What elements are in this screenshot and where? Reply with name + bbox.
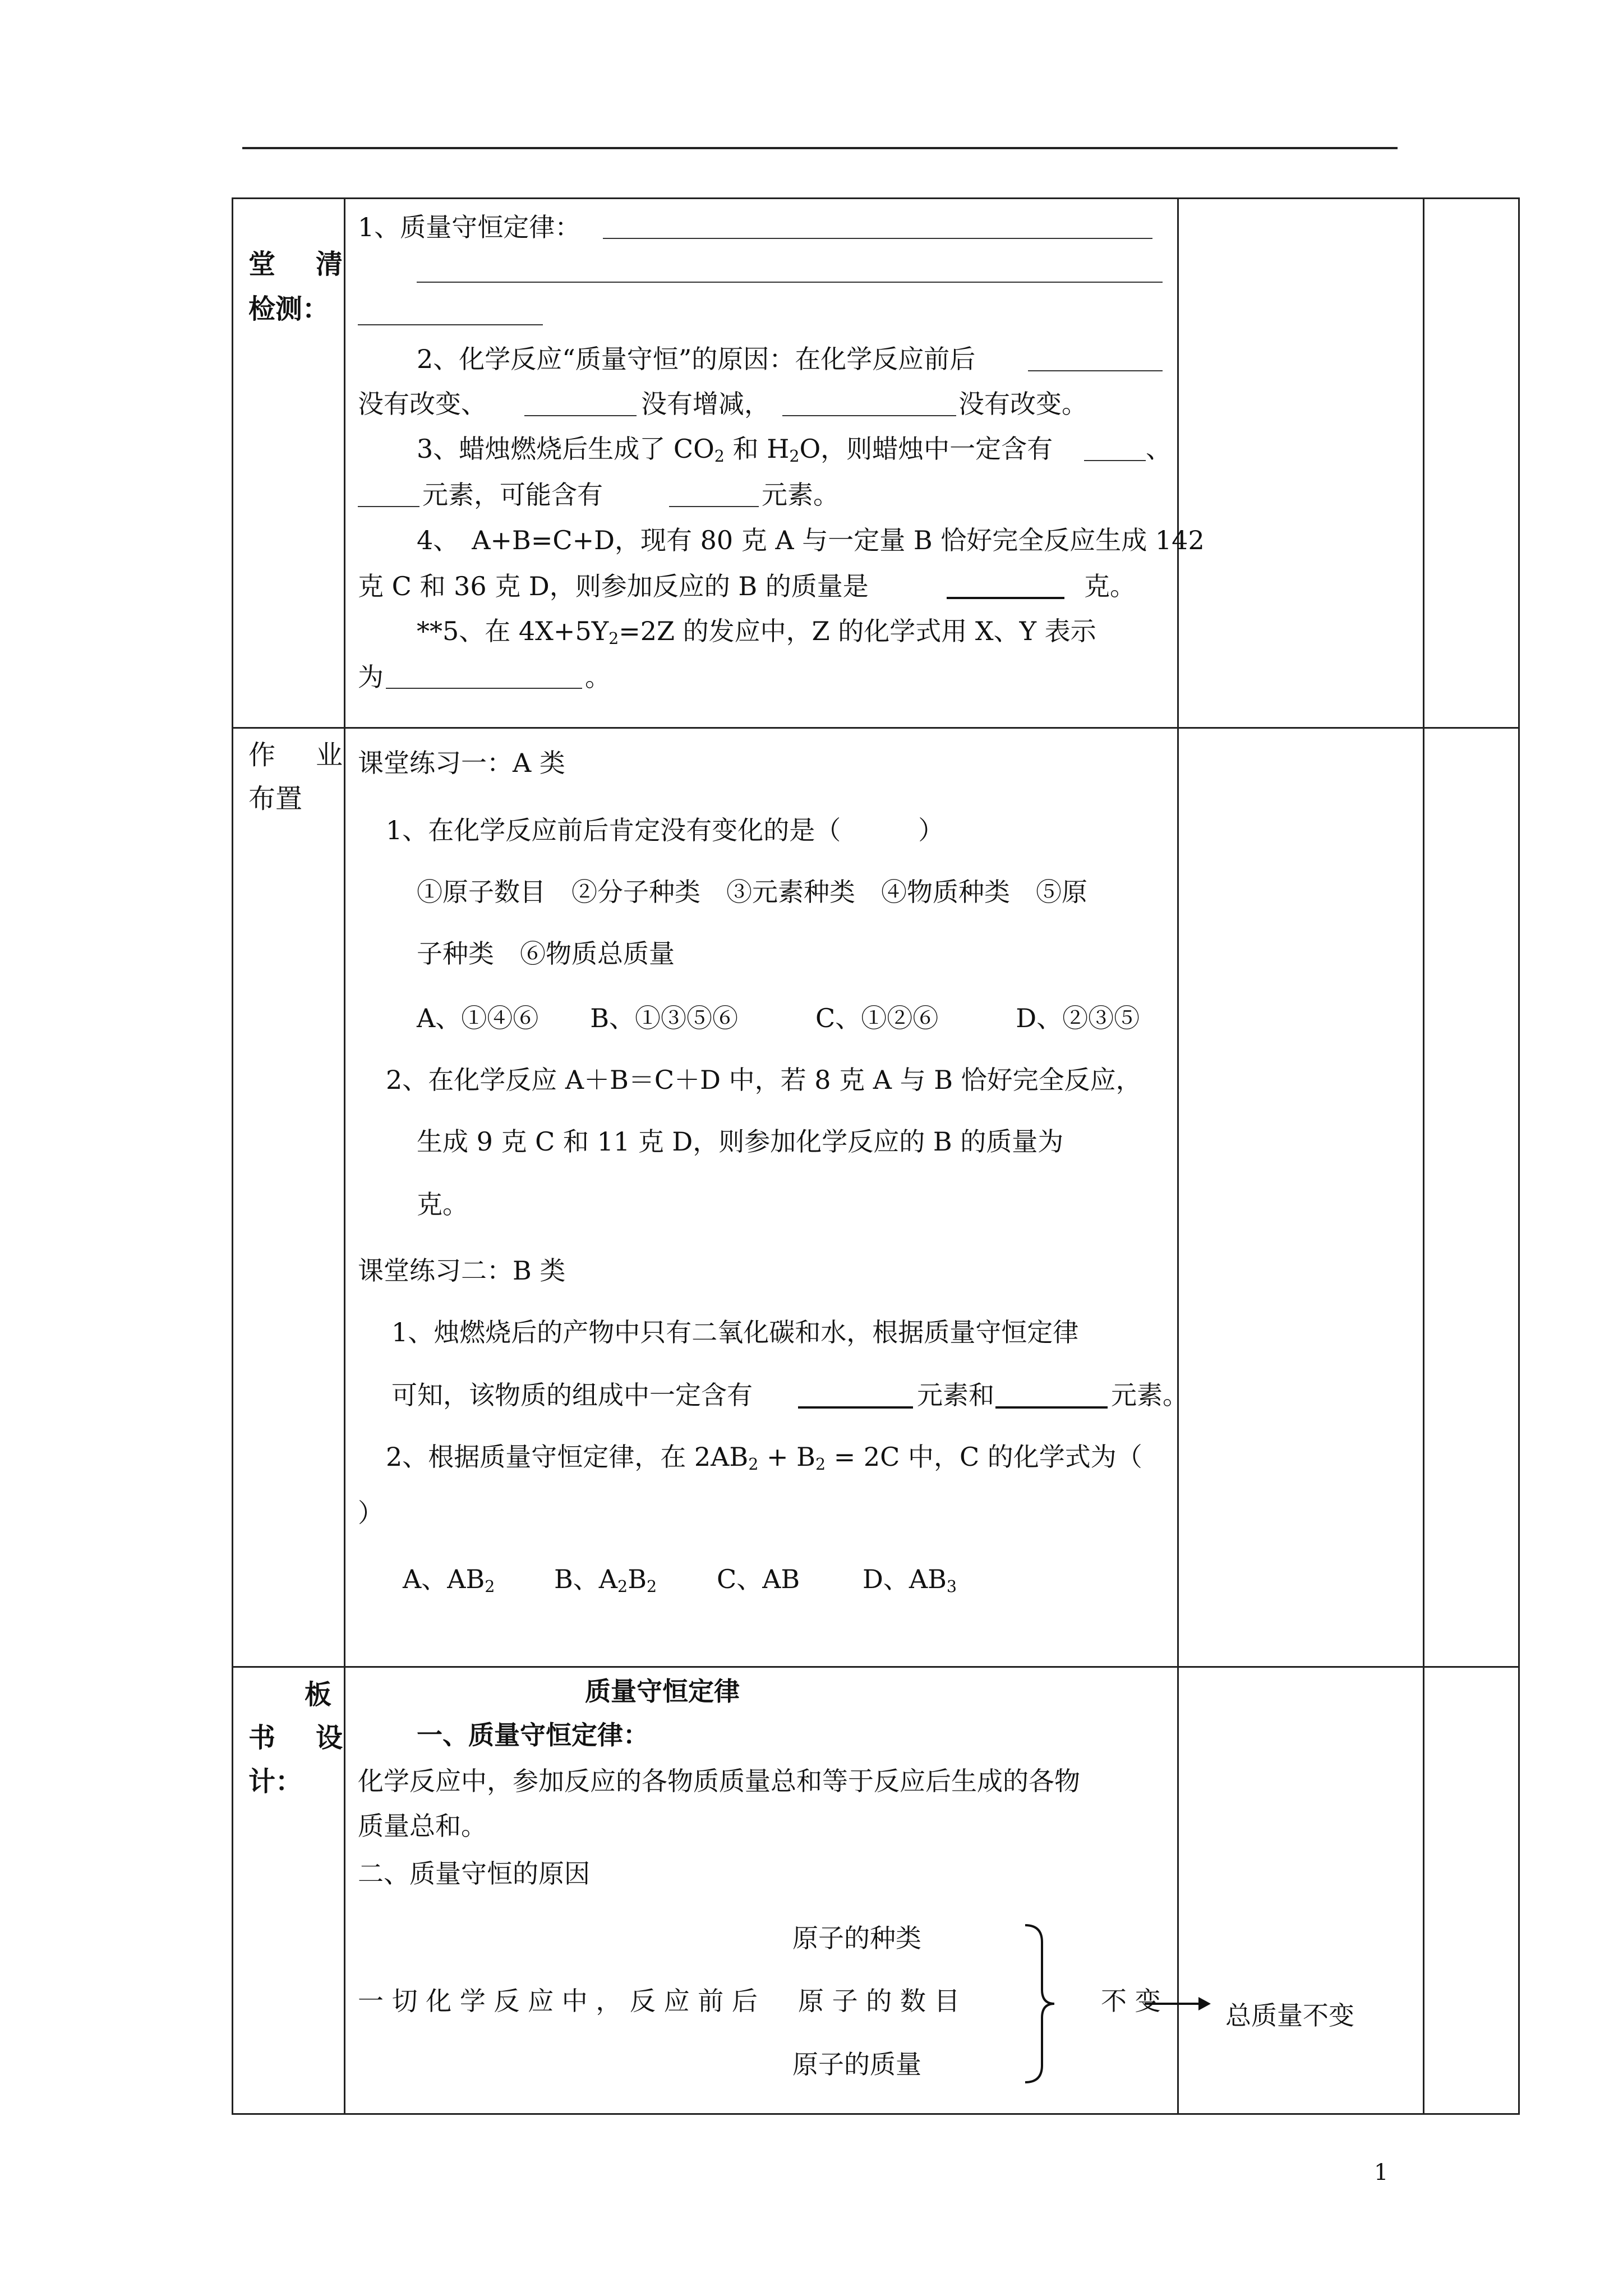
answer-blank[interactable] bbox=[1028, 370, 1163, 371]
page-number: 1 bbox=[1374, 2160, 1389, 2185]
option-d: D、$AB_3$ bbox=[863, 1564, 957, 1596]
atom-count: 原 子 的 数 目 bbox=[798, 1986, 960, 2016]
label-line-2: 布置 bbox=[248, 783, 303, 815]
question-text: 2、在化学反应 A＋B＝C＋D 中，若 8 克 A 与 B 恰好完全反应， bbox=[386, 1065, 1142, 1095]
question-text: 1、烛燃烧后的产物中只有二氧化碳和水，根据质量守恒定律 bbox=[391, 1317, 1079, 1347]
table-border-top bbox=[232, 197, 1520, 199]
table-border-left bbox=[232, 197, 233, 2115]
question-text: 元素，可能含有 bbox=[422, 480, 603, 510]
answer-blank[interactable] bbox=[417, 282, 1163, 283]
label-line-3: 计： bbox=[248, 1766, 303, 1797]
question-text: 没有增减， bbox=[641, 389, 770, 419]
question-text: 为 bbox=[358, 662, 384, 692]
label-line-1: 作 业 bbox=[248, 739, 350, 771]
answer-blank[interactable] bbox=[358, 506, 419, 507]
reaction-before-after: 一 切 化 学 反 应 中 ， 反 应 前 后 bbox=[358, 1986, 758, 2016]
right-brace bbox=[1020, 1922, 1059, 2085]
row-divider-2 bbox=[232, 1666, 1520, 1668]
table-divider-3 bbox=[1423, 197, 1424, 2115]
answer-blank[interactable] bbox=[603, 238, 1152, 239]
question-text: ） bbox=[358, 1498, 384, 1528]
answer-blank[interactable] bbox=[995, 1406, 1108, 1409]
answer-blank[interactable] bbox=[358, 324, 543, 325]
question-text: 1、在化学反应前后肯定没有变化的是（ ） bbox=[386, 815, 944, 845]
arrow-icon bbox=[1145, 1993, 1212, 2015]
question-text: 没有改变、 bbox=[358, 389, 487, 419]
table-divider-2 bbox=[1177, 197, 1179, 2115]
board-heading-1: 一、质量守恒定律： bbox=[417, 1720, 649, 1750]
answer-blank[interactable] bbox=[947, 597, 1064, 599]
answer-blank[interactable] bbox=[669, 506, 759, 507]
exercise-2-title: 课堂练习二：B 类 bbox=[358, 1255, 566, 1286]
atom-mass: 原子的质量 bbox=[792, 2049, 921, 2079]
label-line-2: 检测： bbox=[248, 293, 330, 325]
question-text: 2、根据质量守恒定律，在 $2AB_2 + B_2 = 2C$ 中，C 的化学式为（ bbox=[386, 1442, 1142, 1474]
question-text: 生成 9 克 C 和 11 克 D，则参加化学反应的 B 的质量为 bbox=[417, 1126, 1064, 1157]
option-b: B、$A_2B_2$ bbox=[554, 1564, 657, 1596]
question-text: 元素和 bbox=[917, 1380, 994, 1410]
table-border-right bbox=[1518, 197, 1520, 2115]
question-text: 1、质量守恒定律： bbox=[358, 212, 581, 242]
header-rule bbox=[242, 147, 1398, 149]
question-text: 没有改变。 bbox=[958, 389, 1087, 419]
question-text: 2、化学反应“质量守恒”的原因：在化学反应前后 bbox=[417, 344, 976, 374]
question-text: 、 bbox=[1146, 434, 1172, 464]
label-line-1: 堂 清 bbox=[248, 249, 350, 280]
board-heading-2: 二、质量守恒的原因 bbox=[358, 1858, 590, 1889]
exercise-1-title: 课堂练习一：A 类 bbox=[358, 748, 565, 778]
question-text: 4、 A+B=C+D，现有 80 克 A 与一定量 B 恰好完全反应生成 142 bbox=[417, 525, 1205, 555]
unchanged-label: 不 变 bbox=[1101, 1986, 1161, 2016]
answer-blank[interactable] bbox=[386, 688, 582, 689]
question-text: 克。 bbox=[417, 1189, 468, 1220]
label-line-1: 板 bbox=[305, 1679, 332, 1710]
total-mass-unchanged: 总质量不变 bbox=[1225, 2000, 1354, 2031]
answer-blank[interactable] bbox=[798, 1406, 913, 1409]
question-text: 可知，该物质的组成中一定含有 bbox=[391, 1380, 753, 1410]
board-definition: 质量总和。 bbox=[358, 1811, 487, 1841]
question-text: 克。 bbox=[1084, 571, 1136, 601]
board-definition: 化学反应中，参加反应的各物质质量总和等于反应后生成的各物 bbox=[358, 1766, 1080, 1796]
question-text: **5、在 $4X+5Y_2=2Z$ 的发应中，Z 的化学式用 X、Y 表示 bbox=[417, 616, 1096, 648]
answer-blank[interactable] bbox=[782, 415, 956, 416]
question-text: 元素。 bbox=[762, 480, 839, 510]
question-text: 。 bbox=[585, 662, 611, 692]
option-a: A、$AB_2$ bbox=[403, 1564, 495, 1596]
question-options: 子种类 ⑥物质总质量 bbox=[417, 938, 675, 969]
row-divider-1 bbox=[232, 727, 1520, 729]
label-line-2: 书 设 bbox=[248, 1722, 350, 1754]
table-border-bottom bbox=[232, 2113, 1520, 2115]
question-options: ①原子数目 ②分子种类 ③元素种类 ④物质种类 ⑤原 bbox=[417, 877, 1087, 907]
question-text: 克 C 和 36 克 D，则参加反应的 B 的质量是 bbox=[358, 571, 869, 601]
option-c: C、AB bbox=[717, 1564, 800, 1594]
lesson-table bbox=[232, 197, 1520, 2115]
board-title: 质量守恒定律 bbox=[585, 1676, 740, 1706]
question-text: 3、蜡烛燃烧后生成了 $CO_2$ 和 $H_2O$，则蜡烛中一定含有 bbox=[417, 434, 1053, 466]
question-text: 元素。 bbox=[1111, 1380, 1188, 1410]
answer-blank[interactable] bbox=[1084, 460, 1146, 461]
answer-blank[interactable] bbox=[524, 415, 637, 416]
atom-type: 原子的种类 bbox=[792, 1923, 921, 1953]
question-choices: A、①④⑥ B、①③⑤⑥ C、①②⑥ D、②③⑤ bbox=[417, 1003, 1140, 1033]
table-divider-1 bbox=[344, 197, 345, 2115]
